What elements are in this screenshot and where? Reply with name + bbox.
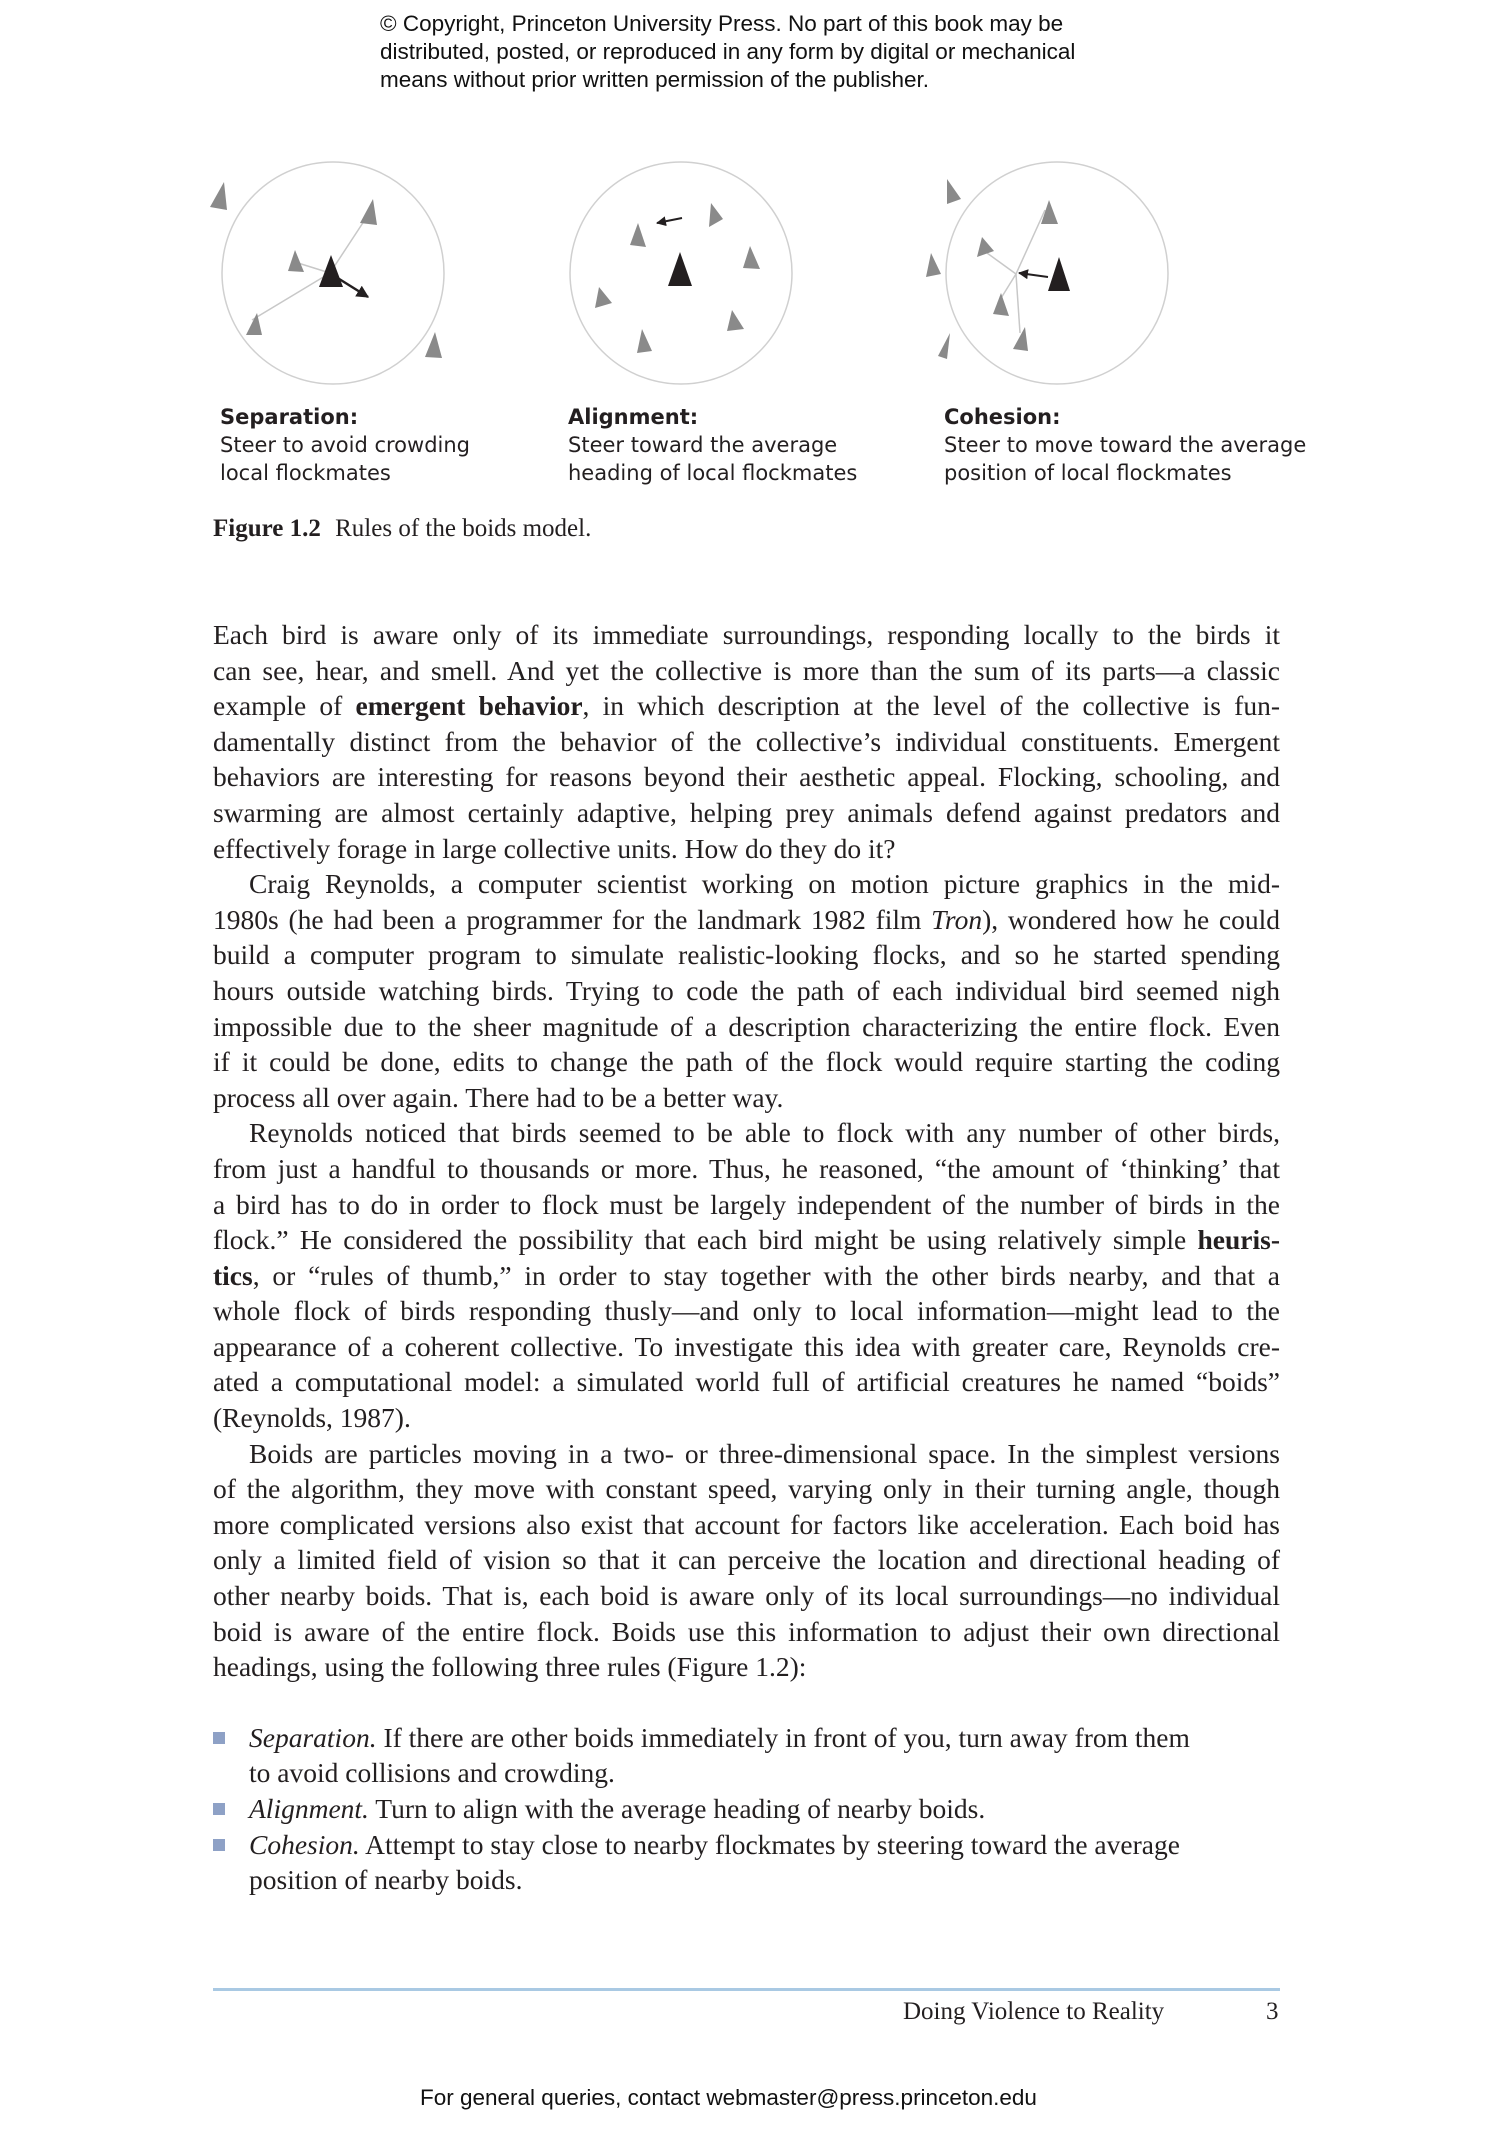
publisher-footer: For general queries, contact webmaster@press.princeton.edu — [420, 2085, 1037, 2110]
copyright-line: distributed, posted, or reproduced in any form by digital or mechanical — [380, 39, 1076, 64]
neighbor-boid — [360, 199, 377, 225]
text-line: to avoid collisions and crowding. — [249, 1757, 615, 1789]
text-line — [213, 1222, 1280, 1258]
alignment-diagram — [570, 162, 792, 384]
neighbor-boid — [993, 293, 1009, 316]
body-text — [213, 617, 1280, 1898]
focal-boid — [668, 252, 692, 286]
figure-label: Figure 1.2 — [213, 515, 321, 542]
focal-boid — [1048, 257, 1070, 291]
text-run: If there are other boids immediately in front of you, turn away from them — [376, 1721, 1190, 1753]
panel-title: Cohesion: — [944, 405, 1061, 429]
neighbor-boid — [246, 313, 262, 335]
text-line: whole flock of birds responding thusly—and only to local information—might lead to the — [213, 1295, 1280, 1327]
text-line: damentally distinct from the behavior of the collective’s individual constituents. Emergent — [213, 725, 1280, 757]
figure-caption-text: Rules of the boids model. — [335, 515, 592, 542]
text-line: build a computer program to simulate realistic-looking flocks, and so he started spending — [213, 939, 1280, 971]
text-run: example of — [213, 690, 356, 722]
text-line: position of nearby boids. — [249, 1864, 523, 1896]
text-line: swarming are almost certainly adaptive, helping prey animals defend against predators and — [213, 796, 1280, 828]
key-term: heuris- — [1197, 1224, 1280, 1256]
text-line — [213, 1720, 1280, 1756]
list-item — [213, 1827, 1280, 1898]
text-line: boid is aware of the entire flock. Boids use this information to adjust their own directional — [213, 1615, 1280, 1647]
neighbor-boid — [727, 310, 744, 331]
text-line — [213, 1258, 1280, 1294]
text-line: from just a handful to thousands or more. Thus, he reasoned, “the amount of ‘thinking’ that — [213, 1152, 1280, 1184]
footer-rule — [213, 1988, 1280, 1991]
text-line: a bird has to do in order to flock must be largely independent of the number of birds in the — [213, 1188, 1280, 1220]
running-head: Doing Violence to Reality — [903, 1998, 1165, 2025]
rule-term: Alignment. — [249, 1793, 369, 1824]
rule-term: Separation. — [249, 1721, 377, 1753]
film-title: Tron — [931, 903, 983, 935]
heading-arrow — [1019, 273, 1048, 277]
text-line: Craig Reynolds, a computer scientist working on motion picture graphics in the mid- — [249, 868, 1280, 900]
panel-title: Separation: — [220, 405, 359, 429]
copyright-notice — [380, 10, 1280, 94]
text-run: Turn to align with the average heading of nearby boids. — [368, 1793, 986, 1824]
text-run: 1980s (he had been a programmer for the landmark 1982 film — [213, 903, 932, 935]
neighbor-link — [987, 253, 1016, 274]
text-run: Attempt to stay close to nearby flockmates by steering toward the average — [359, 1828, 1180, 1860]
neighbor-link — [252, 273, 330, 320]
text-line: process all over again. There had to be a better way. — [213, 1081, 784, 1113]
text-line: Boids are particles moving in a two- or three-dimensional space. In the simplest versions — [249, 1437, 1280, 1469]
text-line — [213, 902, 1280, 938]
neighbor-link — [1016, 274, 1020, 333]
rule-term: Cohesion. — [249, 1828, 360, 1860]
text-line: headings, using the following three rules (Figure 1.2): — [213, 1651, 807, 1683]
neighbor-boid — [977, 237, 994, 257]
key-term: tics — [213, 1259, 253, 1291]
text-line: can see, hear, and smell. And yet the collective is more than the sum of its parts—a classic — [213, 654, 1280, 686]
text-line: hours outside watching birds. Trying to code the path of each individual bird seemed nigh — [213, 974, 1280, 1006]
neighbor-boid — [947, 179, 961, 204]
text-run: ), wondered how he could — [982, 903, 1280, 935]
neighbor-boid — [630, 223, 646, 247]
text-line: Reynolds noticed that birds seemed to be able to flock with any number of other birds, — [249, 1117, 1280, 1149]
text-line — [213, 1827, 1280, 1863]
neighbor-boid — [926, 253, 941, 277]
neighbor-boid — [595, 287, 612, 308]
neighbor-boid — [743, 246, 760, 269]
bullet-square-icon — [213, 1732, 225, 1744]
panel-text: Steer to move toward the average — [944, 433, 1307, 457]
neighbor-link — [1016, 210, 1045, 274]
neighbor-boid — [425, 332, 442, 358]
text-line: ated a computational model: a simulated world full of artificial creatures he named “boids” — [213, 1366, 1280, 1398]
separation-caption — [220, 403, 600, 487]
text-line: (Reynolds, 1987). — [213, 1402, 411, 1434]
text-line: behaviors are interesting for reasons beyond their aesthetic appeal. Flocking, schooling, and — [213, 761, 1280, 793]
panel-text: position of local flockmates — [944, 461, 1232, 485]
spacer — [213, 1685, 1280, 1720]
text-line: effectively forage in large collective units. How do they do it? — [213, 832, 896, 864]
list-item — [213, 1791, 1280, 1827]
panel-text: Steer toward the average — [568, 433, 838, 457]
panel-text: heading of local flockmates — [568, 461, 858, 485]
figure-caption — [213, 515, 591, 543]
list-item — [213, 1720, 1280, 1791]
page-number: 3 — [1266, 1998, 1279, 2025]
cohesion-caption — [944, 403, 1324, 487]
separation-diagram — [210, 162, 444, 384]
text-line: of the algorithm, they move with constant speed, varying only in their turning angle, though — [213, 1473, 1280, 1505]
alignment-caption — [568, 403, 948, 487]
neighbor-boid — [637, 329, 652, 353]
text-line: impossible due to the sheer magnitude of a description characterizing the entire flock. Even — [213, 1010, 1280, 1042]
text-run: , in which description at the level of the collective is fun- — [582, 690, 1280, 722]
copyright-line: means without prior written permission of the publisher. — [380, 67, 930, 92]
text-line: more complicated versions also exist that account for factors like acceleration. Each boid has — [213, 1508, 1280, 1540]
panel-text: local flockmates — [220, 461, 391, 485]
text-line: only a limited field of vision so that it can perceive the location and directional heading of — [213, 1544, 1280, 1576]
text-run: flock.” He considered the possibility that each bird might be using relatively simple — [213, 1224, 1198, 1256]
bullet-square-icon — [213, 1803, 225, 1815]
text-line: appearance of a coherent collective. To investigate this idea with greater care, Reynolds cre- — [213, 1330, 1280, 1362]
bullet-square-icon — [213, 1839, 225, 1851]
boids-rules-figure — [190, 155, 1310, 395]
text-line — [213, 1791, 1280, 1827]
copyright-line: © Copyright, Princeton University Press. No part of this book may be — [380, 11, 1064, 36]
heading-arrow — [657, 218, 682, 223]
neighbor-boid — [210, 182, 227, 210]
neighbor-boid — [288, 250, 304, 272]
text-line: other nearby boids. That is, each boid is aware only of its local surroundings—no individual — [213, 1580, 1280, 1612]
cohesion-diagram — [926, 162, 1168, 384]
panel-title: Alignment: — [568, 405, 699, 429]
text-line: if it could be done, edits to change the path of the flock would require starting the coding — [213, 1046, 1280, 1078]
panel-text: Steer to avoid crowding — [220, 433, 471, 457]
text-run: , or “rules of thumb,” in order to stay together with the other birds nearby, and that a — [252, 1259, 1280, 1291]
neighbor-boid — [938, 333, 950, 359]
text-line: Each bird is aware only of its immediate surroundings, responding locally to the birds it — [213, 619, 1280, 650]
key-term: emergent behavior — [355, 690, 583, 722]
neighbor-boid — [709, 203, 723, 227]
text-line — [213, 688, 1280, 724]
